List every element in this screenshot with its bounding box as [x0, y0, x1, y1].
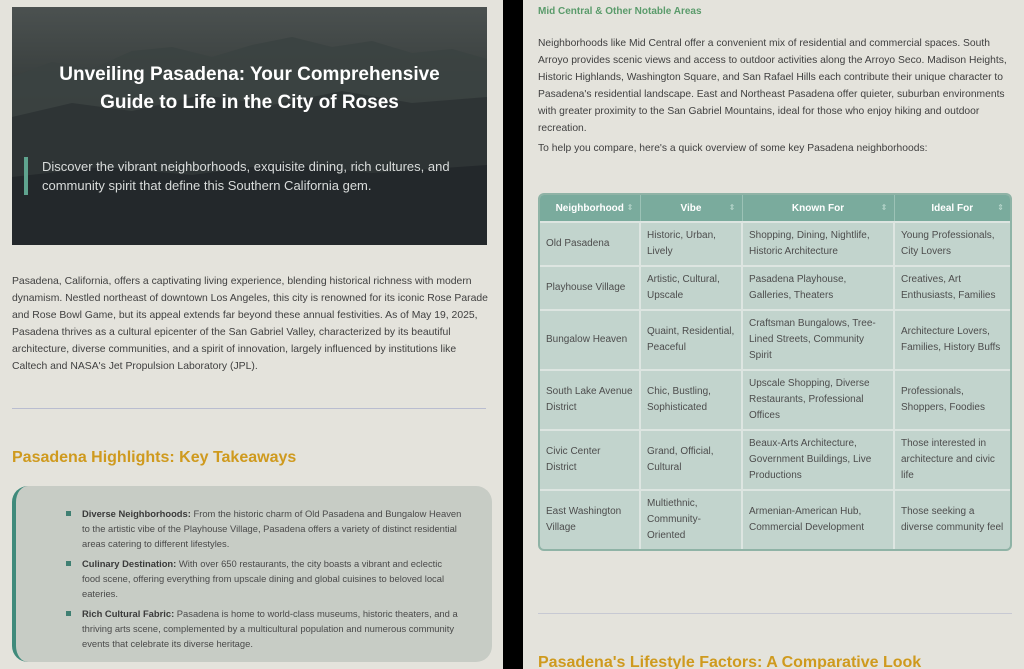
table-cell: Civic Center District: [540, 430, 640, 490]
intro-paragraph: Pasadena, California, offers a captivating living experience, blending historical richness with modern dynamism. Nestled northeast of downtown Los Angeles, this city is renowned for its iconic Rose Parade and Rose Bowl Game, but its appeal extends far beyond these annual festivities. As of May 19, 2025, Pasadena thrives as a cultural epicenter of the San Gabriel Valley, characterized by its beautiful architecture, diverse communities, and a spirit of innovation, largely influenced by institutions like Caltech and NASA's Jet Propulsion Laboratory (JPL).: [12, 276, 488, 372]
sort-icon[interactable]: ⇕: [728, 203, 736, 212]
mountain-background-image: [12, 7, 487, 245]
takeaway-label: Rich Cultural Fabric:: [82, 608, 175, 619]
table-cell: South Lake Avenue District: [540, 370, 640, 430]
table-cell: Playhouse Village: [540, 266, 640, 310]
table-cell: Chic, Bustling, Sophisticated: [640, 370, 742, 430]
table-cell: Those seeking a diverse community feel: [894, 490, 1010, 549]
table-cell: Artistic, Cultural, Upscale: [640, 266, 742, 310]
table-cell: Shopping, Dining, Nightlife, Historic Architecture: [742, 222, 894, 266]
section-divider: [12, 408, 486, 409]
column-header-neighborhood[interactable]: Neighborhood ⇕: [540, 195, 640, 222]
square-bullet-icon: [66, 511, 71, 516]
hero-subtitle: Discover the vibrant neighborhoods, exquisite dining, rich cultures, and community spirit that define this Southern California gem.: [24, 157, 464, 195]
table-row: [540, 430, 1010, 490]
table-cell: Multiethnic, Community-Oriented: [640, 490, 742, 549]
column-header-known-for[interactable]: Known For ⇕: [742, 195, 894, 222]
takeaway-text: Pasadena is home to world-class museums, historic theaters, and a thriving arts scene, complemented by a multicultural population and numerous community events that celebrate its diverse heritage.: [82, 608, 458, 649]
table-cell: Bungalow Heaven: [540, 310, 640, 370]
list-item: [66, 606, 462, 651]
table-cell: Those interested in architecture and civic life: [894, 430, 1010, 490]
list-item: [66, 506, 462, 551]
square-bullet-icon: [66, 611, 71, 616]
table-row: [540, 490, 1010, 549]
hero-banner: [12, 7, 487, 245]
left-pane[interactable]: [0, 0, 503, 669]
mid-central-paragraph: Neighborhoods like Mid Central offer a convenient mix of residential and commercial spaces. South Arroyo provides scenic views and access to outdoor activities along the Arroyo Seco. Madison Heights, Historic Highlands, Washington Square, and San Rafael Hills each contribute their unique character to Pasadena's residential landscape. East and Northeast Pasadena offer quieter, suburban environments with greater proximity to the San Gabriel Mountains, ideal for those who enjoy hiking and outdoor recreation.: [538, 38, 1007, 134]
table-cell: Old Pasadena: [540, 222, 640, 266]
sort-icon[interactable]: ⇕: [880, 203, 888, 212]
table-cell: Quaint, Residential, Peaceful: [640, 310, 742, 370]
right-pane[interactable]: [523, 0, 1024, 669]
table-row: [540, 266, 1010, 310]
list-item: [66, 556, 462, 601]
column-header-ideal-for[interactable]: Ideal For ⇕: [894, 195, 1010, 222]
table-cell: Beaux-Arts Architecture, Government Buildings, Live Productions: [742, 430, 894, 490]
table-row: [540, 370, 1010, 430]
highlights-heading: Pasadena Highlights: Key Takeaways: [12, 449, 297, 466]
table-cell: Upscale Shopping, Diverse Restaurants, Professional Offices: [742, 370, 894, 430]
compare-intro: To help you compare, here's a quick overview of some key Pasadena neighborhoods:: [538, 143, 928, 154]
page-title: Unveiling Pasadena: Your Comprehensive Guide to Life in the City of Roses: [59, 64, 440, 113]
section-divider: [538, 613, 1012, 614]
table-cell: Grand, Official, Cultural: [640, 430, 742, 490]
table-row: [540, 310, 1010, 370]
takeaway-label: Culinary Destination:: [82, 558, 177, 569]
neighborhood-table: [538, 193, 1012, 551]
mid-central-heading: Mid Central & Other Notable Areas: [538, 6, 702, 17]
table-cell: Pasadena Playhouse, Galleries, Theaters: [742, 266, 894, 310]
table-header-row: [540, 195, 1010, 222]
sort-icon[interactable]: ⇕: [997, 203, 1004, 212]
table-cell: Architecture Lovers, Families, History Buffs: [894, 310, 1010, 370]
key-takeaways-box: [12, 486, 492, 662]
takeaway-label: Diverse Neighborhoods:: [82, 508, 191, 519]
table-cell: Historic, Urban, Lively: [640, 222, 742, 266]
column-header-vibe[interactable]: Vibe ⇕: [640, 195, 742, 222]
table-cell: Craftsman Bungalows, Tree-Lined Streets, Community Spirit: [742, 310, 894, 370]
sort-icon[interactable]: ⇕: [626, 203, 634, 212]
table-row: [540, 222, 1010, 266]
takeaway-text: With over 650 restaurants, the city boasts a vibrant and eclectic food scene, offering everything from upscale dining and global cuisines to beloved local eateries.: [82, 558, 445, 599]
table-cell: Professionals, Shoppers, Foodies: [894, 370, 1010, 430]
takeaway-text: From the historic charm of Old Pasadena and Bungalow Heaven to the artistic vibe of the Playhouse Village, Pasadena offers a variety of distinct residential areas catering to different lifestyles.: [82, 508, 462, 549]
lifestyle-heading: Pasadena's Lifestyle Factors: A Comparative Look: [538, 654, 922, 669]
table-cell: Armenian-American Hub, Commercial Development: [742, 490, 894, 549]
table-cell: East Washington Village: [540, 490, 640, 549]
table-cell: Creatives, Art Enthusiasts, Families: [894, 266, 1010, 310]
table-cell: Young Professionals, City Lovers: [894, 222, 1010, 266]
square-bullet-icon: [66, 561, 71, 566]
